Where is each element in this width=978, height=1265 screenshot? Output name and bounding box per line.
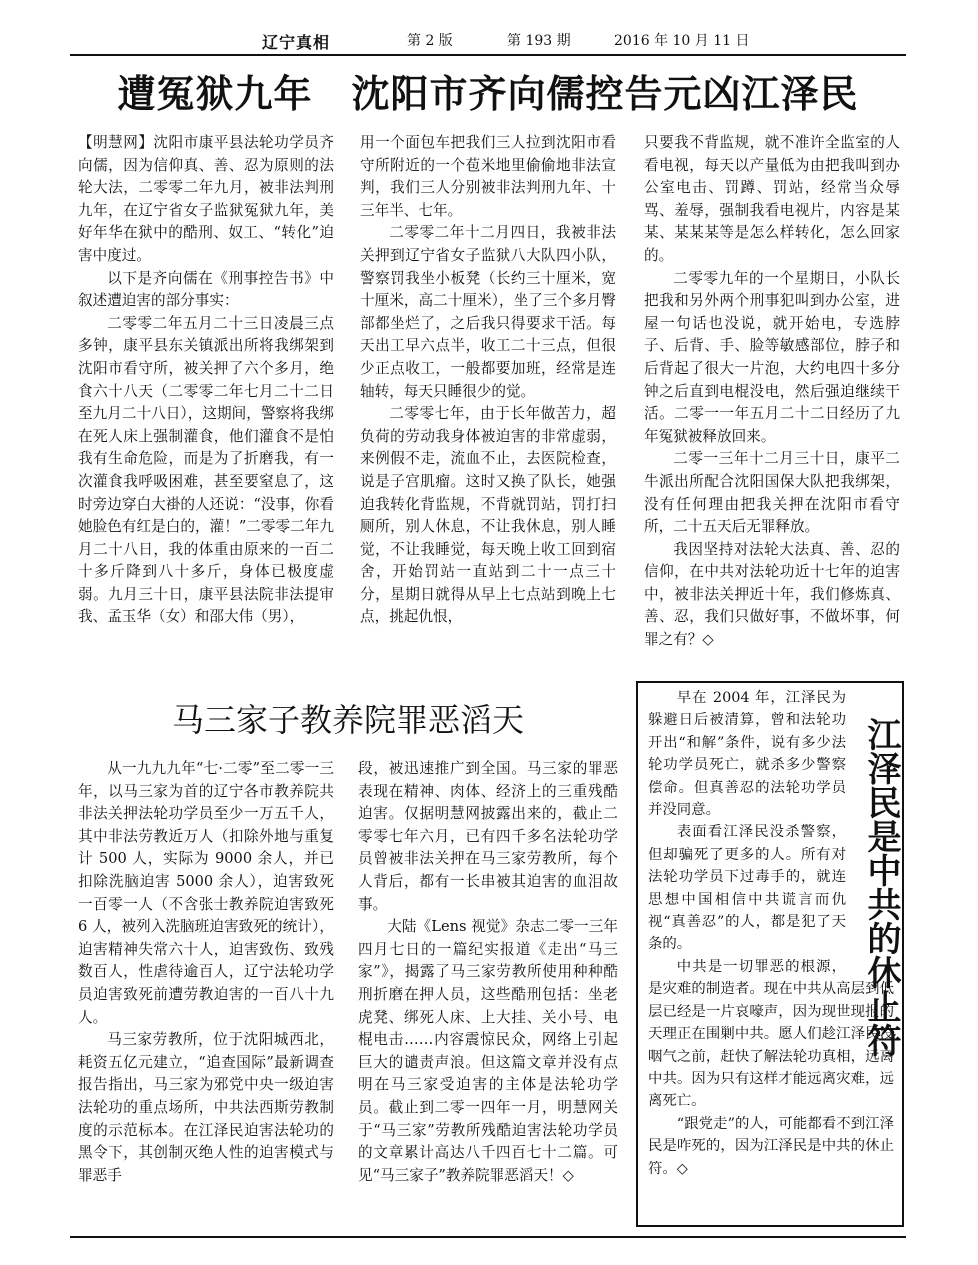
sidebar-paragraph: 表面看江泽民没杀警察，但却骗死了更多的人。所有对法轮功学员下过毒手的，就连思想中国相信中共谎言而仇视“真善忍”的人，都是犯了天条的。	[648, 824, 846, 953]
sidebar-box	[636, 681, 904, 1227]
article-paragraph: 二零零二年五月二十三日凌晨三点多钟，康平县东关镇派出所将我绑架到沈阳市看守所，被关押了六个多月，绝食六十八天（二零零二年七月二十二日至九月二十八日），这期间，警察将我绑在死人床上强制灌食，他们灌食不是怕我有生命危险，而是为了折磨我，有一次灌食我呼吸困难，甚至要窒息了，这时旁边穿白大褂的人还说：“没事，你看她脸色有红是白的，灌！”二零零二年九月二十八日，我的体重由原来的一百二十多斤降到八十多斤，身体已极度虚弱。九月三十日，康平县法院非法提审我、孟玉华（女）和邵大伟（男），	[78, 314, 334, 626]
article-paragraph: 用一个面包车把我们三人拉到沈阳市看守所附近的一个苞米地里偷偷地非法宣判，我们三人分别被非法判刑九年、十三年半、七年。	[360, 134, 616, 219]
newspaper-name: 辽宁真相	[262, 33, 331, 52]
sidebar-paragraph: “跟党走”的人，可能都看不到江泽民是咋死的，因为江泽民是中共的休止符。◇	[648, 1115, 894, 1177]
main-headline: 遭冤狱九年 沈阳市齐向儒控告元凶江泽民	[117, 71, 859, 116]
sidebar-title: 江泽民是中共的休止符	[861, 717, 901, 1057]
article-paragraph: 二零一三年十二月三十日，康平二牛派出所配合沈阳国保大队把我绑架，没有任何理由把我关押在沈阳市看守所，二十五天后无罪释放。	[644, 450, 900, 536]
article1-column-1	[78, 132, 334, 678]
article1-column-2	[360, 132, 616, 678]
article-paragraph: 从一九九九年“七·二零”至二零一三年，以马三家为首的辽宁各市教养院共非法关押法轮功学员至少一万五千人，其中非法劳教近万人（扣除外地与重复计 500 人，实际为 9000 余人，并已扣除洗脑迫害 5000 余人），迫害致死一百零一人（不含张士教养院迫害致死 6 人，被列入洗脑班迫害致死的统计），迫害精神失常六十人，迫害致伤、致残数百人，性虐待逾百人，辽宁法轮功学员迫害致死前遭劳教迫害的一百八十九人。	[78, 760, 334, 1026]
article-paragraph: 段，被迅速推广到全国。马三家的罪恶表现在精神、肉体、经济上的三重残酷迫害。仅据明慧网披露出来的，截止二零零七年六月，已有四千多名法轮功学员曾被非法关押在马三家劳教所，每个人背后，都有一长串被其迫害的血泪故事。	[358, 760, 618, 913]
masthead	[70, 26, 906, 52]
edition-number: 第 2 版	[407, 33, 453, 49]
issue-number: 第 193 期	[507, 33, 571, 49]
top-rule	[70, 54, 906, 56]
article-paragraph: 二零零七年，由于长年做苦力，超负荷的劳动我身体被迫害的非常虚弱，来例假不走，流血不止，去医院检查，说是子宫肌瘤。这时又换了队长，她强迫我转化背监规，不背就罚站，罚打扫厕所，别人休息，不让我休息，别人睡觉，不让我睡觉，每天晚上收工回到宿舍，开始罚站一直站到二十一点三十分，星期日就得从早上七点站到晚上七点，挑起仇恨，	[360, 405, 616, 626]
article-paragraph: 二零零九年的一个星期日，小队长把我和另外两个刑事犯叫到办公室，进屋一句话也没说，就开始电，专选脖子、后背、手、脸等敏感部位，脖子和后背起了很大一片泡，大约电四十多分钟之后直到电棍没电，然后强迫继续干活。二零一一年五月二十二日经历了九年冤狱被释放回来。	[644, 269, 900, 445]
article-paragraph: 大陆《Lens 视觉》杂志二零一三年四月七日的一篇纪实报道《走出“马三家”》，揭露了马三家劳教所使用种种酷刑折磨在押人员，这些酷刑包括：坐老虎凳、绑死人床、上大挂、关小号、电棍电击……内容震惊民众，网络上引起巨大的谴责声浪。但这篇文章并没有点明在马三家受迫害的主体是法轮功学员。截止到二零一四年一月，明慧网关于“马三家”劳教所残酷迫害法轮功学员的文章累计高达八千四百七十二篇。可见“马三家子”教养院罪恶滔天！◇	[358, 918, 618, 1184]
sidebar-paragraph: 早在 2004 年，江泽民为躲避日后被清算，曾和法轮功开出“和解”条件，说有多少法轮功学员死亡，就杀多少警察偿命。但真善忍的法轮功学员并没同意。	[648, 690, 846, 819]
article2-column-2	[358, 758, 618, 1228]
article2-column-1	[78, 758, 334, 1228]
article-paragraph: 马三家劳教所，位于沈阳城西北，耗资五亿元建立，“追查国际”最新调查报告指出，马三家为邪党中央一级迫害法轮功的重点场所，中共法西斯劳教制度的示范标本。在江泽民迫害法轮功的黑令下，其创制灭绝人性的迫害模式与罪恶手	[78, 1031, 334, 1184]
bottom-rule	[70, 1236, 906, 1238]
second-headline: 马三家子教养院罪恶滔天	[171, 701, 524, 739]
sidebar-paragraph: 中共是一切罪恶的根源，是灾难的制造者。现在中共从高层到低层已经是一片哀嚎声，因为现世现报的天理正在围剿中共。愿人们趁江泽民没咽气之前，赶快了解法轮功真相，远离中共。因为只有这样才能远离灾难，远离死亡。	[648, 958, 894, 1110]
article-paragraph: 我因坚持对法轮大法真、善、忍的信仰，在中共对法轮功近十七年的迫害中，被非法关押近十年，我们修炼真、善、忍，我们只做好事，不做坏事，何罪之有？◇	[644, 540, 900, 649]
article-paragraph: 【明慧网】沈阳市康平县法轮功学员齐向儒，因为信仰真、善、忍为原则的法轮大法，二零零二年九月，被非法判刑九年，在辽宁省女子监狱冤狱九年，美好年华在狱中的酷刑、奴工、“转化”迫害中度过。	[78, 134, 334, 264]
article-paragraph: 以下是齐向儒在《刑事控告书》中叙述遭迫害的部分事实：	[78, 269, 334, 310]
article-paragraph: 二零零二年十二月四日，我被非法关押到辽宁省女子监狱八大队四小队，警察罚我坐小板凳（长约三十厘米，宽十厘米，高二十厘米），坐了三个多月臀部都坐烂了，之后我只得要求干活。每天出工早六点半，收工二十三点，但很少正点收工，一般都要加班，经常是连轴转，每天只睡很少的觉。	[360, 224, 616, 400]
article1-column-3	[644, 132, 900, 678]
issue-date: 2016 年 10 月 11 日	[614, 33, 750, 49]
article-paragraph: 只要我不背监规，就不准许全监室的人看电视，每天以产量低为由把我叫到办公室电击、罚蹲、罚站，经常当众辱骂、羞辱，强制我看电视片，内容是某某、某某某等是怎么样转化，怎么回家的。	[644, 134, 900, 264]
